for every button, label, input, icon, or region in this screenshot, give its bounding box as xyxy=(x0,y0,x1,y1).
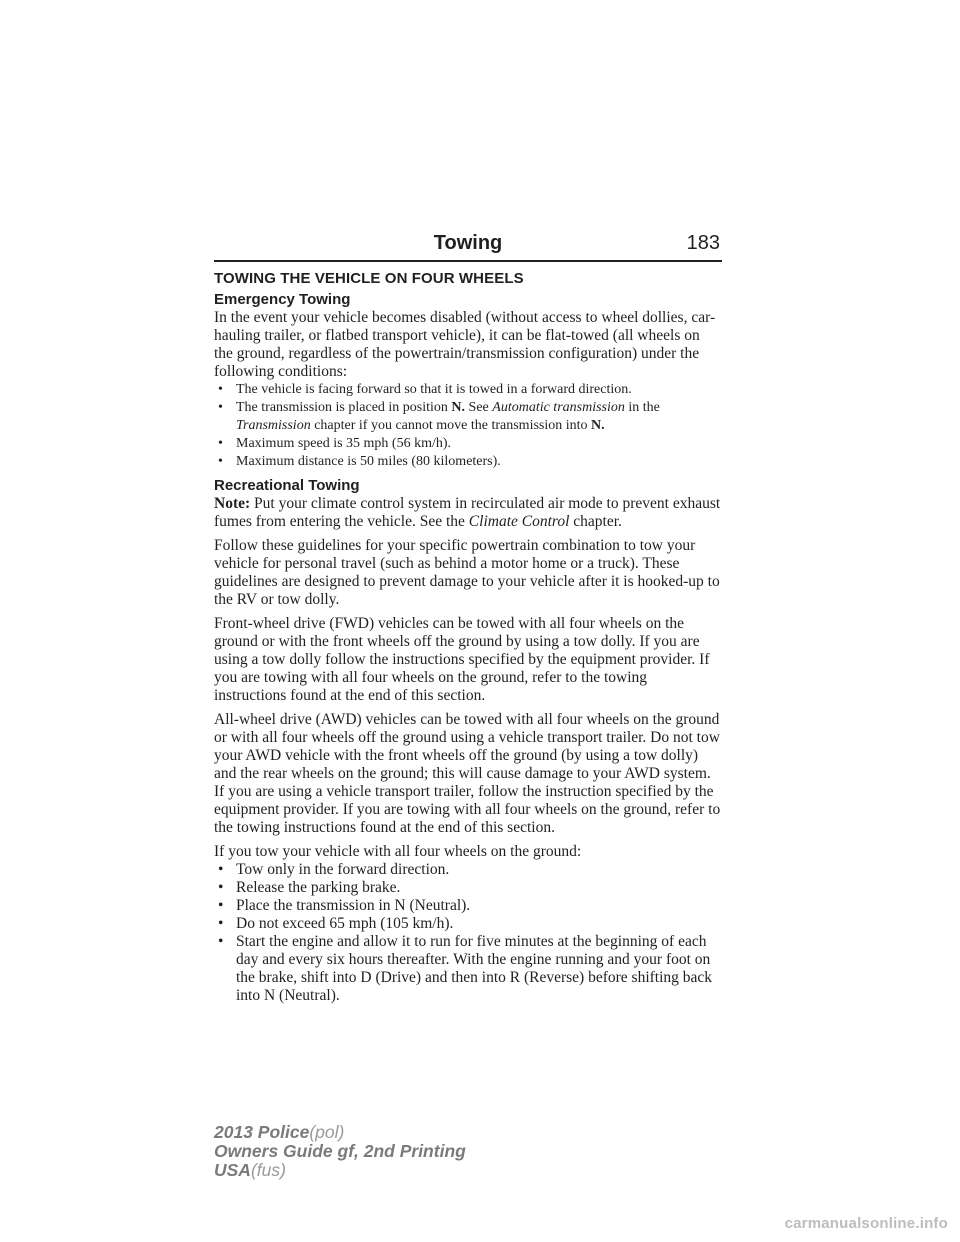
list-item-text: Do not exceed 65 mph (105 km/h). xyxy=(236,915,454,932)
list-item xyxy=(214,933,722,1005)
footer-guide: Owners Guide gf, 2nd Printing xyxy=(214,1141,466,1161)
emergency-conditions-list xyxy=(214,381,722,471)
paragraph-four-wheels: If you tow your vehicle with all four wheels on the ground: xyxy=(214,843,582,860)
footer-model-code: (pol) xyxy=(309,1122,345,1142)
list-item xyxy=(214,897,722,915)
list-item-text: Maximum speed is 35 mph (56 km/h). xyxy=(236,436,452,451)
list-item-text: The vehicle is facing forward so that it is towed in a forward direction. xyxy=(236,382,632,397)
note-paragraph xyxy=(214,495,722,531)
position-n: N. xyxy=(591,418,605,433)
bullet-icon: • xyxy=(218,879,224,896)
footer-market-code: (fus) xyxy=(250,1160,286,1180)
section-title: TOWING THE VEHICLE ON FOUR WHEELS xyxy=(214,270,524,287)
bullet-icon: • xyxy=(218,933,224,950)
footer-line-3 xyxy=(214,1161,614,1180)
header-rule xyxy=(214,260,722,262)
list-item xyxy=(214,381,722,399)
footer-model: 2013 Police xyxy=(214,1122,310,1142)
reference-transmission-chapter: Transmission xyxy=(236,418,311,433)
page-content xyxy=(214,270,722,1011)
list-item xyxy=(214,399,722,435)
bullet-icon: • xyxy=(218,454,223,469)
bullet-icon: • xyxy=(218,915,224,932)
list-item-text: Start the engine and allow it to run for five minutes at the beginning of each day and every six hours thereafter. With the engine running and your foot on the brake, shift into D (Drive) and then into R (Reverse) before shifting back into N (Neutral). xyxy=(236,933,713,1004)
paragraph-awd: All-wheel drive (AWD) vehicles can be towed with all four wheels on the ground or with all four wheels off the ground using a vehicle transport trailer. Do not tow your AWD vehicle with the front wheels off the ground (by using a tow dolly) and the rear wheels on the ground; this will cause damage to your AWD system. If you are using a vehicle transport trailer, follow the instruction specified by the equipment provider. If you are towing with all four wheels on the ground, refer to the towing instructions found at the end of this section. xyxy=(214,711,721,836)
paragraph-fwd: Front-wheel drive (FWD) vehicles can be towed with all four wheels on the ground or with the front wheels off the ground by using a tow dolly. If you are using a tow dolly follow the instructions specified by the equipment provider. If you are towing with all four wheels on the ground, refer to the towing instructions found at the end of this section. xyxy=(214,615,710,704)
four-wheels-list xyxy=(214,861,722,1005)
bullet-icon: • xyxy=(218,436,223,451)
footer-line-2 xyxy=(214,1142,614,1161)
list-item-text: Release the parking brake. xyxy=(236,879,401,896)
document-footer xyxy=(214,1123,614,1180)
list-item-text: See xyxy=(465,400,493,415)
bullet-icon: • xyxy=(218,382,223,397)
emergency-intro: In the event your vehicle becomes disabled (without access to wheel dollies, car-hauling trailer, or flatbed transport vehicle), it can be flat-towed (all wheels on the ground, regardless of the powertrain/transmission configuration) under the following conditions: xyxy=(214,309,716,380)
reference-climate-control: Climate Control xyxy=(468,513,570,530)
emergency-towing-heading: Emergency Towing xyxy=(214,291,351,308)
list-item-text: Maximum distance is 50 miles (80 kilometers). xyxy=(236,454,501,469)
page-number: 183 xyxy=(686,232,720,254)
list-item xyxy=(214,879,722,897)
list-item xyxy=(214,915,722,933)
list-item-text: chapter if you cannot move the transmission into xyxy=(310,418,592,433)
note-text: Put your climate control system in recirculated air mode to prevent exhaust fumes from entering the vehicle. See the xyxy=(214,495,721,530)
note-text-end: chapter. xyxy=(569,513,622,530)
bullet-icon: • xyxy=(218,861,224,878)
footer-market: USA xyxy=(214,1160,251,1180)
list-item xyxy=(214,435,722,453)
recreational-towing-heading: Recreational Towing xyxy=(214,477,360,494)
chapter-title: Towing xyxy=(433,232,503,254)
note-label: Note: xyxy=(214,495,251,512)
list-item-text: Place the transmission in N (Neutral). xyxy=(236,897,471,914)
reference-automatic-transmission: Automatic transmission xyxy=(492,400,625,415)
bullet-icon: • xyxy=(218,400,223,415)
list-item xyxy=(214,453,722,471)
list-item-text: Tow only in the forward direction. xyxy=(236,861,450,878)
list-item-text: The transmission is placed in position xyxy=(236,400,452,415)
list-item-text: in the xyxy=(624,400,660,415)
footer-line-1 xyxy=(214,1123,614,1142)
watermark: carmanualsonline.info xyxy=(784,1215,948,1232)
bullet-icon: • xyxy=(218,897,224,914)
running-head xyxy=(214,229,722,263)
paragraph-guidelines: Follow these guidelines for your specific powertrain combination to tow your vehicle for personal travel (such as behind a motor home or a truck). These guidelines are designed to prevent damage to your vehicle after it is hooked-up to the RV or tow dolly. xyxy=(214,537,720,608)
position-n: N. xyxy=(451,400,466,415)
list-item xyxy=(214,861,722,879)
